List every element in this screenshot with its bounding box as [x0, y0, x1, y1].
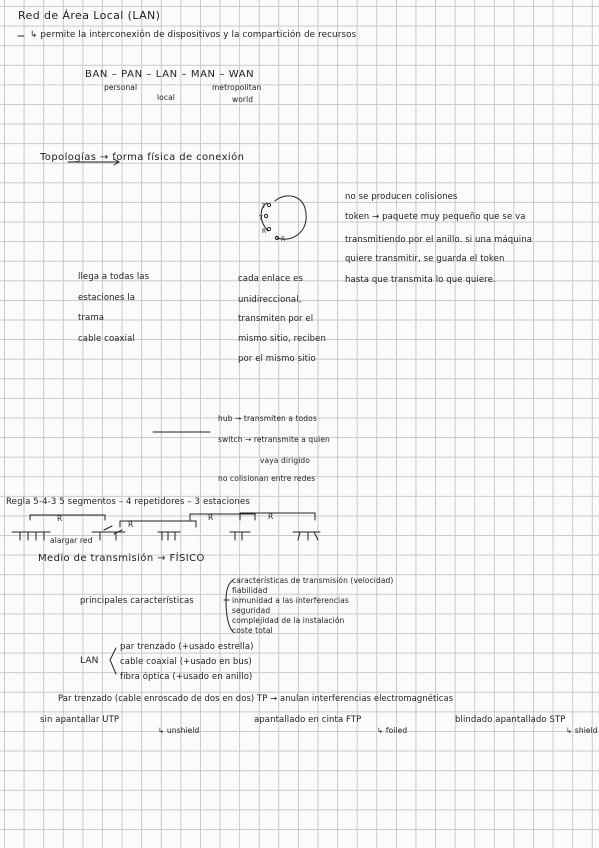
- topologias-heading: Topologías → forma física de conexión: [40, 152, 245, 163]
- svg-text:T: T: [259, 215, 263, 222]
- bus-note-line: estaciones la: [78, 293, 136, 303]
- regla-diagram: [12, 513, 320, 540]
- cable-ftp-sub: ↳ foiled: [377, 726, 408, 735]
- intro-text: ↳ permite la interconexión de dispositivos y la compartición de recursos: [30, 30, 357, 40]
- ring-note-line: quiere transmitir, se guarda el token: [345, 254, 505, 264]
- regla-543: Regla 5-4-3 5 segmentos – 4 repetidores – 3 estaciones: [6, 497, 250, 507]
- caracteristica-item: inmunidad a las interferencias: [232, 596, 349, 605]
- link-note-line: cada enlace es: [238, 274, 304, 284]
- page-title: Red de Área Local (LAN): [18, 9, 161, 22]
- par-trenzado: Par trenzado (cable enroscado de dos en dos) TP → anulan interferencias electromagnéticas: [58, 693, 454, 703]
- ring-note-line: hasta que transmita lo que quiere.: [345, 275, 496, 285]
- ring-note-line: token → paquete muy pequeño que se va: [345, 212, 526, 222]
- lan-brace: [110, 648, 116, 674]
- star-note-line: vaya dirigido: [260, 456, 310, 465]
- lan-item: par trenzado (+usado estrella): [120, 642, 254, 652]
- heading-arrow: [68, 159, 119, 165]
- lan-item: cable coaxial (+usado en bus): [120, 657, 252, 667]
- repeater-label: R: [57, 514, 63, 523]
- note-personal: personal: [104, 83, 138, 92]
- link-note-line: transmiten por el: [238, 314, 314, 324]
- caracteristica-item: características de transmisión (velocidad): [232, 576, 394, 585]
- note-metropolitan: metropolitan: [212, 83, 262, 92]
- link-note-line: por el mismo sitio: [238, 354, 316, 364]
- bus-note-line: cable coaxial: [78, 334, 135, 344]
- ring-note-line: transmitiendo por el anillo. si una máquina: [345, 235, 533, 245]
- svg-text:R: R: [281, 236, 286, 243]
- caracteristica-item: coste total: [232, 626, 273, 635]
- cable-utp: sin apantallar UTP: [40, 715, 120, 725]
- svg-text:T: T: [262, 203, 266, 210]
- caracteristica-item: fiabilidad: [232, 586, 268, 595]
- repeater-label: R: [268, 512, 274, 521]
- medio-heading: Medio de transmisión → FÍSICO: [38, 553, 205, 564]
- cable-stp-sub: ↳ shield: [566, 726, 598, 735]
- bus-note-line: llega a todas las: [78, 272, 150, 282]
- star-note-line: hub → transmiten a todos: [218, 414, 317, 423]
- svg-text:R: R: [262, 228, 267, 235]
- note-world: world: [232, 95, 254, 104]
- star-note-line: no colisionan entre redes: [218, 474, 316, 483]
- cable-ftp: apantallado en cinta FTP: [254, 715, 362, 725]
- link-note-line: mismo sitio, reciben: [238, 334, 326, 344]
- ring-diagram: [258, 196, 306, 243]
- lan-label: LAN: [80, 656, 99, 666]
- brace: [226, 580, 233, 632]
- star-note-line: switch → retransmite a quien: [218, 435, 330, 444]
- bus-note-line: trama: [78, 313, 105, 323]
- principales-label: principales características: [80, 596, 194, 606]
- ring-note-line: no se producen colisiones: [345, 192, 458, 202]
- cable-utp-sub: ↳ unshield: [158, 726, 200, 735]
- link-note-line: unidireccional,: [238, 295, 302, 305]
- note-local: local: [157, 93, 175, 102]
- repeater-label: R: [128, 520, 134, 529]
- cable-stp: blindado apantallado STP: [455, 715, 566, 725]
- alargar-note: alargar red: [50, 536, 93, 545]
- caracteristica-item: seguridad: [232, 606, 271, 615]
- caracteristica-item: complejidad de la instalación: [232, 616, 345, 625]
- repeater-label: R: [208, 513, 214, 522]
- network-types: BAN – PAN – LAN – MAN – WAN: [85, 69, 255, 80]
- lan-item: fibra óptica (+usado en anillo): [120, 672, 253, 682]
